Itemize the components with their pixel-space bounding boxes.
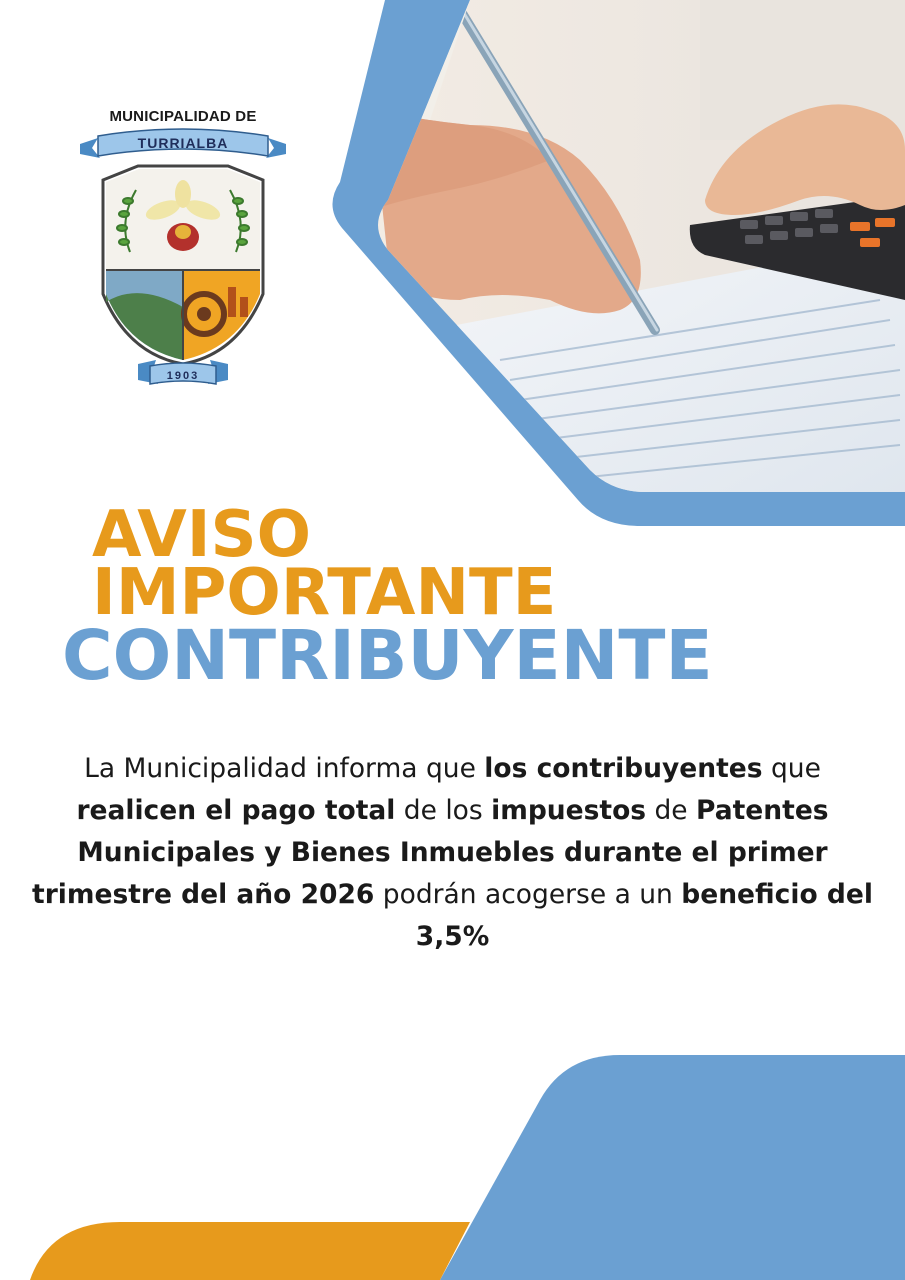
headline-importante: IMPORTANTE: [92, 556, 557, 630]
message-text: podrán acogerse a un: [374, 879, 682, 910]
municipality-logo: [78, 102, 288, 402]
announcement-message: [30, 748, 875, 958]
headline-aviso: AVISO: [92, 498, 312, 572]
bottom-orange-shape: [30, 1222, 470, 1280]
headline-contribuyente: CONTRIBUYENTE: [62, 616, 713, 696]
accounting-photo: [360, 0, 905, 500]
message-bold-text: realicen el pago total: [76, 795, 396, 826]
message-bold-text: impuestos: [491, 795, 647, 826]
message-bold-text: Patentes Municipales y Bienes Inmuebles durante el primer trimestre del año 2026: [32, 795, 829, 910]
message-text: de: [646, 795, 697, 826]
logo-title: MUNICIPALIDAD DE: [109, 108, 257, 125]
bottom-blue-shape: [440, 1055, 905, 1280]
logo-year: 1903: [166, 370, 200, 382]
message-text: La Municipalidad informa que: [84, 753, 485, 784]
message-bold-text: los contribuyentes: [484, 753, 763, 784]
message-text: que: [762, 753, 821, 784]
message-text: de los: [395, 795, 492, 826]
logo-ribbon-text: TURRIALBA: [137, 135, 229, 151]
message-bold-text: beneficio del 3,5%: [415, 879, 873, 952]
